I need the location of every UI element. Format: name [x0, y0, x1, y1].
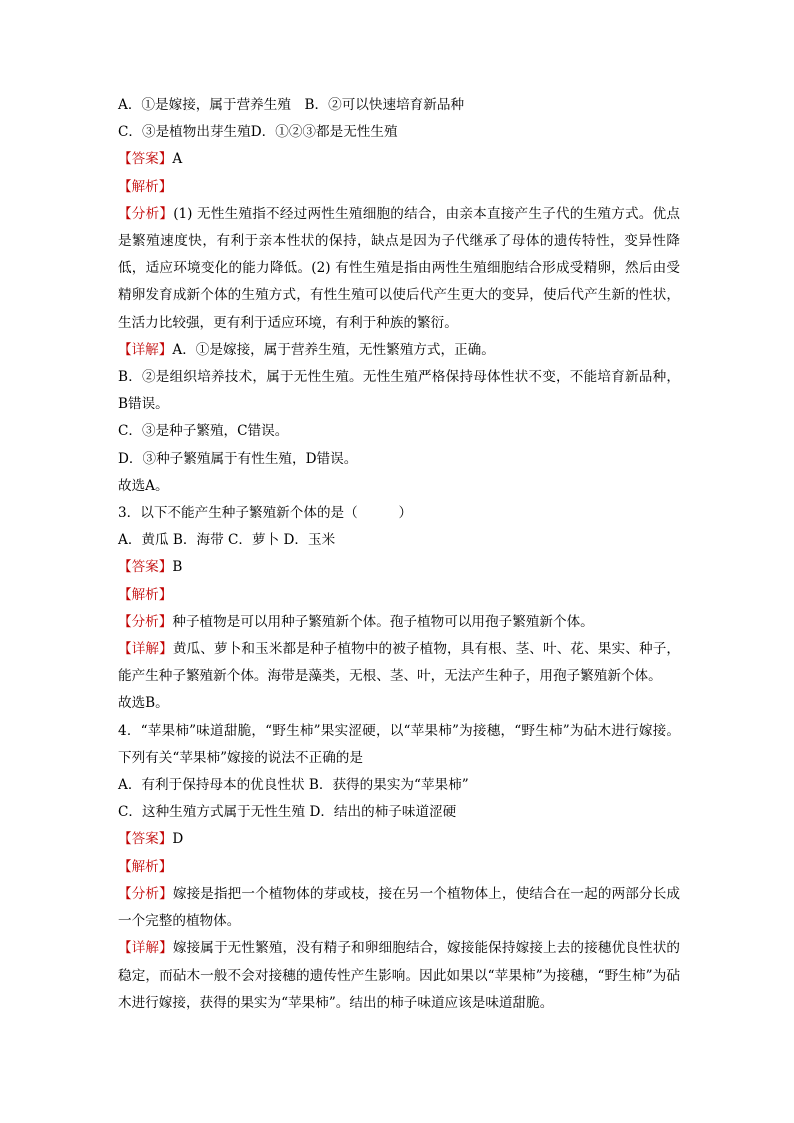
fenxi-tag: 【分析】 [118, 205, 174, 222]
page-content [118, 92, 680, 1017]
q3-conclusion: 故选B。 [118, 695, 169, 712]
answer-tag: 【答案】 [118, 151, 173, 168]
q2-detail-line-2: B．②是组织培养技术，属于无性生殖。无性生殖严格保持母体性状不变，不能培育新品种，B错误。 [118, 369, 680, 413]
q2-detail-line-4: D．③种子繁殖属于有性生殖，D错误。 [118, 450, 358, 467]
detail-tag: 【详解】 [118, 940, 173, 957]
q2-fenxi-text: (1) 无性生殖指不经过两性生殖细胞的结合，由亲本直接产生子代的生殖方式。优点是繁殖速度快，有利于亲本性状的保持，缺点是因为子代继承了母体的遗传特性，变异性降低，适应环境变化的能力降低。(2) 有性生殖是指由两性生殖细胞结合形成受精卵，然后由受精卵发育成新个体的生殖方式，有性生殖可以使后代产生更大的变异，使后代产生新的性状，生活力比较强，更有利于适应环境，有利于种族的繁衍。 [118, 205, 681, 331]
q2-detail-text-1: A．①是嫁接，属于营养生殖，无性繁殖方式，正确。 [172, 341, 495, 358]
q4-answer [118, 826, 680, 853]
q2-options-line-2: C．③是植物出芽生殖D．①②③都是无性生殖 [118, 124, 398, 141]
q4-options-line-1: A．有利于保持母本的优良性状 B．获得的果实为“苹果柿” [118, 777, 469, 794]
q3-stem: 3．以下不能产生种子繁殖新个体的是（ ） [118, 505, 413, 522]
q3-fenxi-text: 种子植物是可以用种子繁殖新个体。孢子植物可以用孢子繁殖新个体。 [172, 613, 594, 630]
q3-analysis-heading [118, 582, 680, 609]
q4-answer-value: D [172, 831, 184, 848]
analysis-tag: 【解析】 [118, 586, 173, 603]
fenxi-tag: 【分析】 [118, 613, 173, 630]
q3-fenxi [118, 609, 680, 636]
answer-tag: 【答案】 [118, 559, 173, 576]
analysis-tag: 【解析】 [118, 858, 173, 875]
q2-options-line-1: A．①是嫁接，属于营养生殖 B．②可以快速培育新品种 [118, 97, 465, 113]
q4-detail [118, 935, 680, 1017]
detail-tag: 【详解】 [118, 641, 173, 658]
q3-options: A．黄瓜 B．海带 C．萝卜 D．玉米 [118, 532, 336, 549]
q4-detail-text: 嫁接属于无性繁殖，没有精子和卵细胞结合，嫁接能保持嫁接上去的接穗优良性状的稳定，而砧木一般不会对接穗的遗传性产生影响。因此如果以“苹果柿”为接穗，“野生柿”为砧木进行嫁接，获得的果实为“苹果柿”。结出的柿子味道应该是味道甜脆。 [118, 940, 681, 1011]
q4-analysis-heading [118, 854, 680, 881]
q2-fenxi [118, 201, 680, 337]
q4-fenxi-text: 嫁接是指把一个植物体的芽或枝，接在另一个植物体上，使结合在一起的两部分长成一个完整的植物体。 [118, 885, 681, 930]
q4-options-line-2: C．这种生殖方式属于无性生殖 D．结出的柿子味道涩硬 [118, 804, 457, 821]
q3-answer [118, 554, 680, 581]
q3-detail-text: 黄瓜、萝卜和玉米都是种子植物中的被子植物，具有根、茎、叶、花、果实、种子，能产生种子繁殖新个体。海带是藻类，无根、茎、叶，无法产生种子，用孢子繁殖新个体。 [118, 641, 681, 685]
q2-answer-value: A [172, 151, 183, 168]
answer-tag: 【答案】 [118, 831, 173, 848]
q2-detail-line-1 [118, 337, 680, 364]
q2-answer [118, 146, 680, 173]
q4-stem: 4．“苹果柿”味道甜脆，“野生柿”果实涩硬，以“苹果柿”为接穗，“野生柿”为砧木进行嫁接。下列有关“苹果柿”嫁接的说法不正确的是 [118, 722, 680, 766]
analysis-tag: 【解析】 [118, 178, 173, 195]
fenxi-tag: 【分析】 [118, 885, 173, 902]
q3-detail [118, 636, 680, 690]
detail-tag: 【详解】 [118, 341, 173, 358]
q2-conclusion: 故选A。 [118, 477, 169, 494]
q2-detail-line-3: C．③是种子繁殖，C错误。 [118, 423, 289, 440]
q4-fenxi [118, 881, 680, 935]
q3-answer-value: B [172, 559, 183, 576]
q2-analysis-heading [118, 174, 680, 201]
